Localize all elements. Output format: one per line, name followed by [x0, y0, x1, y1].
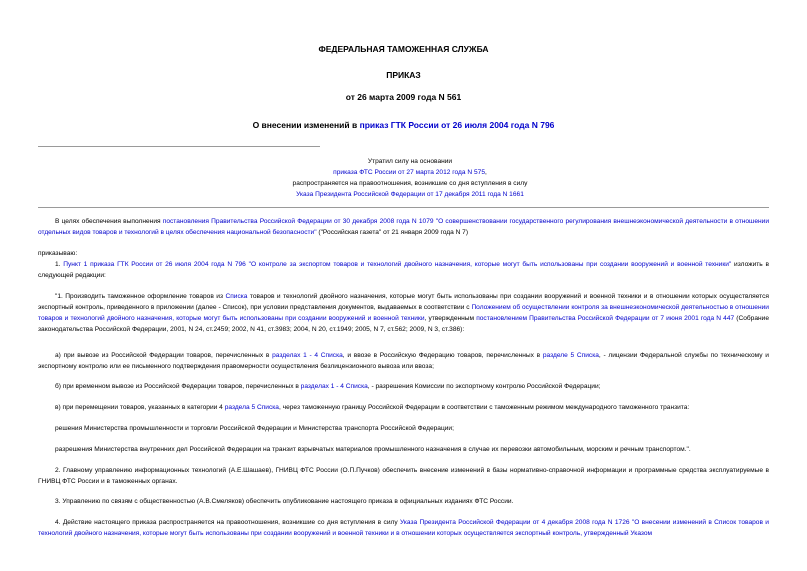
doc-header-org: ФЕДЕРАЛЬНАЯ ТАМОЖЕННАЯ СЛУЖБА [318, 44, 489, 54]
text-run: 4. Действие настоящего приказа распространяется на правоотношения, возникшие со дня вступления в силу [55, 519, 400, 526]
text-run: , утвержденным [424, 315, 477, 322]
divider-short [38, 146, 320, 147]
text-run: , - лицензии Федеральной службы по техническому и экспортному контролю или ее письменного подтверждения правомерности осуществления безлицензионного вывоза или ввоза; [38, 352, 769, 370]
status-note [100, 156, 720, 200]
status-note-line2 [100, 167, 720, 178]
order-796-point1-link[interactable]: Пункт 1 приказа ГТК России от 26 июля 2004 года N 796 "О контроле за экспортом товаров и технологий двойного назначения, которые могут быть использованы при создании вооружений и военной техники" [63, 261, 732, 268]
sections-1-4-link[interactable]: разделах 1 - 4 Списка [272, 352, 343, 359]
paragraph-item-4 [38, 517, 769, 539]
paragraph-order: приказываю: [38, 250, 78, 257]
section-5-link[interactable]: раздела 5 Списка [224, 404, 279, 411]
paragraph-b [38, 381, 769, 392]
paragraph-c [38, 402, 769, 413]
text-run: а) при вывозе из Российской Федерации товаров, перечисленных в [55, 352, 273, 359]
text-run: , через таможенную границу Российской Федерации в соответствии с таможенным режимом международного таможенного транзита: [278, 404, 690, 411]
text-run: изложить в следующей редакции: [38, 261, 769, 279]
paragraph-item-1 [38, 259, 769, 281]
text-run: , и ввозе в Российскую Федерацию товаров, перечисленных в [342, 352, 543, 359]
paragraph-a [38, 350, 769, 372]
status-note-comma: , [485, 169, 487, 176]
text-run: в) при перемещении товаров, указанных в категории 4 [55, 404, 225, 411]
list-link[interactable]: Списка [225, 293, 248, 300]
text-run: "1. Производить таможенное оформление товаров из [55, 293, 226, 300]
status-note-line1: Утратил силу на основании [367, 158, 453, 165]
paragraph-decision: решения Министерства промышленности и торговли Российской Федерации и Министерства транспорта Российской Федерации; [55, 425, 454, 432]
text-run: б) при временном вывозе из Российской Федерации товаров, перечисленных в [55, 383, 301, 390]
text-run: ("Российская газета" от 21 января 2009 года N 7) [316, 229, 469, 236]
president-decree-link[interactable]: Указа Президента Российской Федерации от 17 декабря 2011 года N 1661 [296, 191, 524, 198]
paragraph-permission: разрешения Министерства внутренних дел Российской Федерации на транзит взрывчатых материалов промышленного назначения в случае их перевозки автомобильным, морским и речным транспортом.". [55, 446, 691, 453]
doc-title-link[interactable]: приказ ГТК России от 26 июля 2004 года N 796 [359, 120, 555, 130]
paragraph-new-wording [38, 291, 769, 335]
regulation-link[interactable]: Положением об осуществлении контроля за внешнеэкономической деятельностью в отношении товаров и технологий двойного назначения, которые могут быть использованы при создании вооружений и военной техники [38, 304, 769, 322]
text-run: (Собрание законодательства Российской Федерации, 2001, N 24, ст.2459; 2002, N 41, ст.3983; 2004, N 20, ст.1949; 2005, N 7, ст.562; 2009, N 3, ст.386): [38, 315, 769, 333]
section-5-link[interactable]: разделе 5 Списка [542, 352, 599, 359]
decree-1726-link[interactable]: Указа Президента Российской Федерации от 4 декабря 2008 года N 1726 "О внесении изменений в Список товаров и технологий двойного назначения, которые могут быть использованы при создании вооружений и военной техники и в отношении которых осуществляется экспортный контроль, утвержденный Указом [38, 519, 769, 537]
text-run: 1. [55, 261, 64, 268]
government-resolution-link[interactable]: постановления Правительства Российской Федерации от 30 декабря 2008 года N 1079 "О совершенствовании государственного регулирования внешнеэкономической деятельности в отношении отдельных видов товаров и технологий в целях обеспечения национальной безопасности" [38, 218, 769, 236]
text-run: товаров и технологий двойного назначения, которые могут быть использованы при создании вооружений и военной техники и в отношении которых осуществляется экспортный контроль, приведенного в приложении (далее - Список), при условии представления документов, выдаваемых в соответствии с [38, 293, 769, 311]
doc-title-prefix: О внесении изменений в [252, 120, 360, 130]
doc-title [0, 120, 807, 130]
text-run: , - разрешения Комиссии по экспортному контролю Российской Федерации; [367, 383, 601, 390]
repeal-order-link[interactable]: приказа ФТС России от 27 марта 2012 года N 575 [333, 169, 485, 176]
status-note-line3: распространяется на правоотношения, возникшие со дня вступления в силу [292, 180, 528, 187]
status-note-line4 [100, 189, 720, 200]
text-run: В целях обеспечения выполнения [55, 218, 163, 225]
doc-header-type: ПРИКАЗ [386, 70, 421, 80]
paragraph-preamble [38, 216, 769, 238]
resolution-447-link[interactable]: постановлением Правительства Российской Федерации от 7 июня 2001 года N 447 [476, 315, 735, 322]
doc-header-date: от 26 марта 2009 года N 561 [345, 92, 462, 102]
paragraph-item-2: 2. Главному управлению информационных технологий (А.Е.Шашаев), ГНИВЦ ФТС России (О.П.Пучков) обеспечить внесение изменений в базы нормативно-справочной информации и программные средства эксплуатируемые в ГНИВЦ ФТС России и в таможенных органах. [38, 467, 769, 485]
paragraph-item-3: 3. Управлению по связям с общественностью (А.В.Смеляков) обеспечить опубликование настоящего приказа в официальных изданиях ФТС России. [55, 498, 514, 505]
divider-full [38, 207, 769, 208]
sections-1-4-link[interactable]: разделах 1 - 4 Списка [300, 383, 368, 390]
